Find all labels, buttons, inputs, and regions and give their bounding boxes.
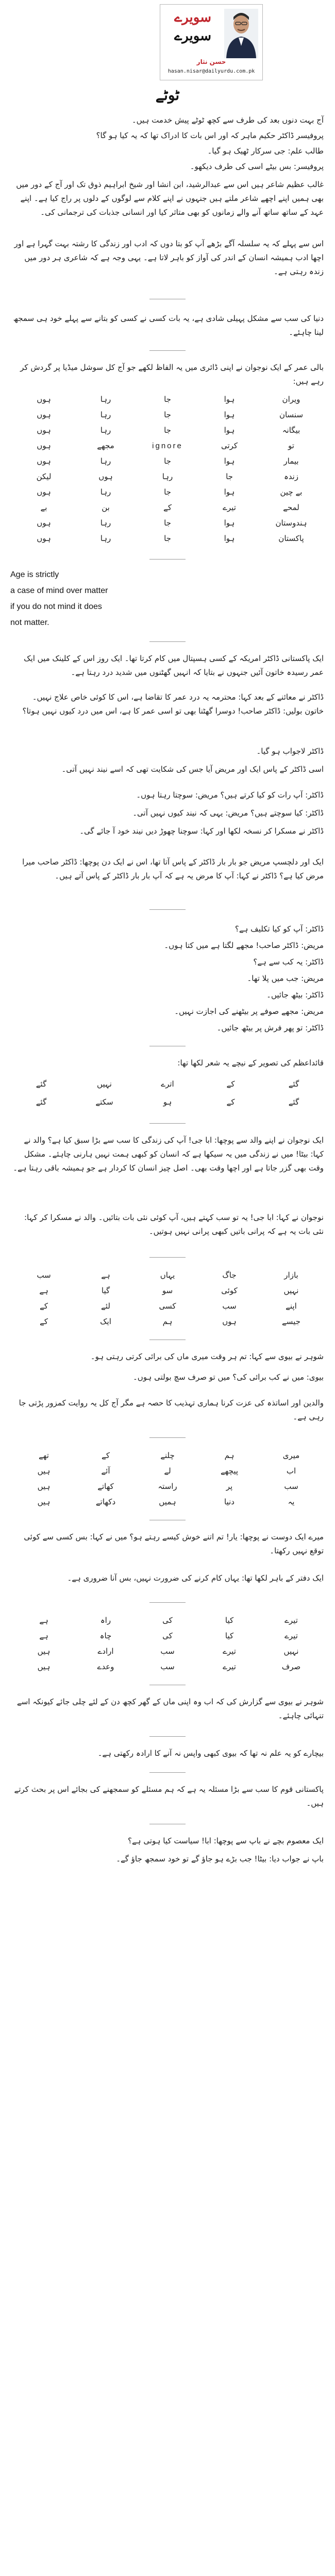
- poem-line: [21, 1659, 314, 1674]
- poem-line: [21, 531, 314, 546]
- poem-word: آئے: [101, 1466, 110, 1476]
- poem-word: کے: [163, 503, 172, 512]
- poem-word: وعدے: [97, 1662, 114, 1671]
- poem-word: رہا: [100, 456, 111, 466]
- poem-word: بے: [40, 503, 47, 512]
- paragraph: والدین اور اساتذہ کی عزت کرنا ہماری تہذیب کا حصہ ہے مگر آج کل یہ روایت کمزور پڑتی جا رہی ہے۔: [19, 1398, 324, 1421]
- poem-line: [21, 422, 314, 438]
- poem-word: ignore: [152, 441, 183, 450]
- poem-line: [21, 1267, 314, 1283]
- poem-word: رہا: [100, 395, 111, 404]
- author-email: hasan.nisar@dailyurdu.com.pk: [167, 69, 255, 74]
- paragraph: ایک نوجوان نے اپنے والد سے پوچھا: ابا جی! آپ کی زندگی کا سب سے بڑا سبق کیا ہے؟ والد نے کہا: بیٹا! میں نے زندگی میں یہ سیکھا ہے کہ انسان کو کبھی ہمت نہیں ہارنی چاہئے۔ مشکل وقت بھی گزر جاتا ہے اور اچھا وقت بھی۔ اصل چیز انسان کا کردار ہے جو ہمیشہ باقی رہتا ہے۔: [13, 1136, 324, 1173]
- poem-word: جا: [164, 487, 171, 497]
- poem-word: صرف: [281, 1662, 301, 1671]
- divider: [149, 1736, 186, 1737]
- poem-word: تیرے: [284, 1631, 298, 1640]
- poem-block: [21, 1448, 314, 1510]
- poem-word: تیرے: [223, 503, 236, 512]
- poem-word: راستہ: [158, 1482, 177, 1491]
- poem-block: [21, 392, 314, 546]
- poem-word: لئے: [101, 1301, 110, 1311]
- poem-line: [21, 392, 314, 407]
- english-quote: [10, 567, 165, 631]
- poem-word: جا: [164, 410, 171, 419]
- poem-word: کے: [102, 1451, 110, 1460]
- paragraph: اسی ڈاکٹر کے پاس ایک اور مریض آیا جس کی شکایت تھی کہ اسے نیند نہیں آتی۔: [61, 765, 324, 774]
- quote-line: a case of mind over matter: [10, 586, 108, 595]
- poem-line: [21, 515, 314, 531]
- poem-word: یہ: [288, 1497, 295, 1506]
- poem-word: کے: [226, 1079, 235, 1089]
- paragraph: ڈاکٹر: آپ رات کو کیا کرتے ہیں؟ مریض: سوچتا رہتا ہوں۔: [136, 790, 324, 800]
- poem-word: چلنے: [160, 1451, 175, 1460]
- poem-line: [21, 1613, 314, 1628]
- paragraph: طالب علم: جی سرکار ٹھیک ہو گیا۔: [207, 146, 324, 156]
- poem-word: اترے: [161, 1079, 174, 1089]
- poem-word: ہوا: [224, 426, 235, 435]
- divider: [149, 1437, 186, 1438]
- poem-word: بازار: [284, 1270, 298, 1280]
- paragraph: پروفیسر: بس بیٹے اسی کی طرف دیکھو۔: [190, 162, 324, 171]
- column-title: ٹوٹے: [155, 87, 180, 104]
- poem-word: کے: [40, 1301, 48, 1311]
- poem-word: جیسے: [282, 1317, 300, 1326]
- poem-word: تیرے: [223, 1647, 236, 1656]
- poem-word: راہ: [100, 1616, 111, 1625]
- paragraph: آج بہت دنوں بعد کی طرف سے کچھ ٹوٹے پیش خدمت ہیں۔: [131, 115, 324, 125]
- poem-word: کے: [226, 1097, 235, 1107]
- divider: [149, 1123, 186, 1124]
- poem-word: کسی: [159, 1301, 176, 1311]
- poem-word: ہوں: [37, 426, 51, 435]
- couplet-line: [21, 1097, 314, 1107]
- poem-word: کے: [40, 1317, 48, 1326]
- divider: [149, 350, 186, 351]
- poem-word: جا: [164, 534, 171, 543]
- paragraph: پروفیسر ڈاکٹر حکیم ماہر کہ اور اس بات کا ادراک تھا کہ یہ کیا ہو گا؟: [96, 131, 324, 140]
- poem-word: رہا: [100, 426, 111, 435]
- poem-word: نہیں: [97, 1079, 112, 1089]
- poem-word: ہیں: [37, 1662, 51, 1671]
- poem-word: رہا: [100, 487, 111, 497]
- poem-word: کیا: [225, 1616, 234, 1625]
- poem-line: [21, 1479, 314, 1494]
- poem-word: کی: [162, 1631, 173, 1640]
- paragraph: بیوی: میں نے کب برائی کی؟ میں تو صرف سچ بولتی ہوں۔: [133, 1372, 324, 1382]
- poem-word: تیرے: [223, 1662, 236, 1671]
- paragraph: اس سے پہلے کہ یہ سلسلہ آگے بڑھے آپ کو بتا دوں کہ ادب اور زندگی کا رشتہ بہت گہرا ہے اور اچھا ادب ہمیشہ انسان کے اندر کی آواز کو باہر لاتا ہے۔ یہی وجہ ہے کہ شاعری ہر دور میں زندہ رہتی ہے۔: [14, 239, 324, 276]
- poem-word: سکتے: [95, 1097, 113, 1107]
- poem-word: بے چین: [280, 487, 303, 497]
- poem-word: ہوا: [224, 410, 235, 419]
- poem-word: چاہ: [99, 1631, 112, 1640]
- poem-word: کوئی: [221, 1286, 238, 1295]
- poem-word: ہیں: [37, 1497, 51, 1506]
- paragraph: شوہر نے بیوی سے کہا: تم ہر وقت میری ماں کی برائی کرتی رہتی ہو۔: [90, 1352, 324, 1361]
- poem-word: گئے: [288, 1097, 299, 1107]
- poem-line: [21, 469, 314, 484]
- poem-word: نہیں: [283, 1647, 299, 1656]
- poem-word: ہیں: [37, 1647, 51, 1656]
- quote-line: not matter.: [10, 618, 49, 627]
- paragraph: باپ نے جواب دیا: بیٹا! جب بڑے ہو جاؤ گے تو خود سمجھ جاؤ گے۔: [116, 1854, 324, 1863]
- poem-word: جاگ: [222, 1270, 237, 1280]
- paragraph: شوہر نے بیوی سے گزارش کی کہ اب وہ اپنی ماں کے گھر کچھ دن کے لئے چلی جائے کیونکہ اسے تنہائی چاہئے۔: [16, 1697, 324, 1720]
- poem-word: ہندوستان: [275, 518, 307, 528]
- poem-line: [21, 407, 314, 422]
- poem-word: اب: [286, 1466, 296, 1476]
- poem-word: ہوں: [37, 395, 51, 404]
- poem-word: سب: [160, 1647, 175, 1656]
- poem-word: بیمار: [283, 456, 299, 466]
- divider: [149, 909, 186, 910]
- poem-word: سب: [284, 1482, 298, 1491]
- paragraph: ایک معصوم بچے نے باپ سے پوچھا: ابا! سیاست کیا ہوتی ہے؟: [128, 1836, 324, 1845]
- poem-word: ہوں: [37, 487, 51, 497]
- poem-word: ہوا: [224, 395, 235, 404]
- poem-line: [21, 484, 314, 500]
- poem-word: ہوں: [222, 1317, 237, 1326]
- divider: [149, 559, 186, 560]
- poem-word: بن: [102, 503, 110, 512]
- poem-word: لمحے: [283, 503, 299, 512]
- poem-word: ہوں: [37, 441, 51, 450]
- poem-word: ہوا: [224, 534, 235, 543]
- divider: [149, 1257, 186, 1258]
- column-logo: [164, 9, 221, 56]
- author-name: حسن نثار: [196, 58, 226, 65]
- poem-word: یہاں: [160, 1270, 175, 1280]
- paragraph: ایک پاکستانی ڈاکٹر امریکہ کے کسی ہسپتال میں کام کرتا تھا۔ ایک روز اس کے کلینک میں ایک عمر رسیدہ خاتون آئیں جنہوں نے بتایا کہ انہیں گھٹنوں میں شدید درد رہتا ہے۔: [24, 654, 324, 677]
- poem-word: سو: [162, 1286, 173, 1295]
- poem-word: مجھے: [97, 441, 114, 450]
- poem-word: گیا: [101, 1286, 110, 1295]
- poem-word: بیگانہ: [282, 426, 300, 435]
- dialogue-line: مریض: ڈاکٹر صاحب! مجھے لگتا ہے میں کتا ہوں۔: [164, 941, 324, 950]
- dialogue-line: ڈاکٹر: تو پھر فرش پر بیٹھ جائیں۔: [216, 1023, 324, 1032]
- divider: [149, 641, 186, 642]
- poem-line: [21, 1643, 314, 1659]
- poem-word: ہم: [224, 1451, 234, 1460]
- poem-word: ہوا: [224, 456, 235, 466]
- dialogue-line: ڈاکٹر: آپ کو کیا تکلیف ہے؟: [234, 924, 324, 934]
- poem-word: ہوں: [37, 456, 51, 466]
- poem-word: ہے: [39, 1286, 48, 1295]
- poem-word: دنیا: [224, 1497, 234, 1506]
- poem-word: ہے: [39, 1616, 48, 1625]
- poem-word: رہا: [100, 534, 111, 543]
- poem-word: لیکن: [36, 472, 52, 481]
- poem-word: ہوں: [98, 472, 113, 481]
- dialogue-line: ڈاکٹر: بیٹھ جائیں۔: [266, 990, 324, 999]
- paragraph: میرے ایک دوست نے پوچھا: یار! تم اتنے خوش کیسے رہتے ہو؟ میں نے کہا: بس کسی سے کوئی توقع نہیں رکھتا۔: [24, 1532, 324, 1555]
- paragraph: بیچارے کو یہ علم نہ تھا کہ بیوی کبھی واپس نہ آنے کا ارادہ رکھتی ہے۔: [97, 1749, 324, 1758]
- poem-line: [21, 1298, 314, 1314]
- poem-word: ہیں: [37, 1482, 51, 1491]
- logo-line-2: سویرے: [174, 28, 212, 44]
- poem-word: ہمیں: [159, 1497, 176, 1506]
- poem-word: نہیں: [283, 1286, 299, 1295]
- poem-line: [21, 1314, 314, 1329]
- poem-word: ایک: [100, 1317, 111, 1326]
- poem-word: ہوں: [37, 518, 51, 528]
- poem-word: تو: [288, 441, 294, 450]
- poem-word: سنسان: [279, 410, 304, 419]
- poem-word: ہم: [162, 1317, 173, 1326]
- poem-word: دکھاتے: [95, 1497, 116, 1506]
- poem-word: سب: [160, 1662, 175, 1671]
- poem-word: اپنے: [286, 1301, 297, 1311]
- poem-word: جا: [164, 426, 171, 435]
- paragraph: نوجوان نے کہا: ابا جی! یہ تو سب کہتے ہیں، آپ کوئی نئی بات بتائیں۔ والد نے مسکرا کر کہا: نئی بات یہ ہے کہ پرانی باتیں کبھی پرانی نہیں ہوتیں۔: [24, 1213, 324, 1236]
- paragraph: بالی عمر کے ایک نوجوان نے اپنی ڈائری میں یہ الفاظ لکھے جو آج کل سوشل میڈیا پر گردش کر رہے ہیں:: [20, 363, 324, 386]
- paragraph: ایک اور دلچسپ مریض جو بار بار ڈاکٹر کے پاس آتا تھا، اس نے ایک دن پوچھا: ڈاکٹر صاحب میرا مرض کیا ہے؟ ڈاکٹر نے کہا: آپ کا مرض یہ ہے کہ آپ بار بار ڈاکٹر کے پاس آتے ہیں۔: [22, 857, 324, 880]
- paragraph: ڈاکٹر لاجواب ہو گیا۔: [256, 747, 324, 756]
- poem-line: [21, 438, 314, 453]
- poem-word: ہوا: [224, 487, 235, 497]
- poem-word: گئے: [36, 1097, 47, 1107]
- poem-word: ہو: [163, 1097, 172, 1107]
- paragraph: قائداعظم کی تصویر کے نیچے یہ شعر لکھا تھا:: [177, 1058, 324, 1067]
- poem-word: پیچھے: [220, 1466, 239, 1476]
- poem-word: پاکستان: [278, 534, 304, 543]
- poem-line: [21, 500, 314, 515]
- poem-word: ہوں: [37, 534, 51, 543]
- author-photo: [224, 9, 258, 58]
- poem-line: [21, 1628, 314, 1643]
- quote-line: Age is strictly: [10, 570, 59, 579]
- paragraph: دنیا کی سب سے مشکل پہیلی شادی ہے، یہ بات کسی نے کسی کو بتانے سے پہلے خود ہی سمجھ لینا چاہئے۔: [13, 314, 324, 337]
- poem-word: جا: [164, 395, 171, 404]
- poem-word: سب: [37, 1270, 51, 1280]
- logo-line-1: سویرے: [174, 10, 212, 25]
- paragraph: ڈاکٹر: کیا سوچتے ہیں؟ مریض: یہی کہ نیند کیوں نہیں آتی۔: [132, 808, 324, 818]
- paragraph: ایک دفتر کے باہر لکھا تھا: یہاں کام کرنے کی ضرورت نہیں، بس آنا ضروری ہے۔: [67, 1573, 324, 1583]
- poem-word: کھاتے: [97, 1482, 114, 1491]
- poem-line: [21, 1283, 314, 1298]
- poem-word: جا: [164, 518, 171, 528]
- poem-block: [21, 1267, 314, 1329]
- poem-word: گئے: [36, 1079, 47, 1089]
- poem-word: سب: [222, 1301, 237, 1311]
- poem-word: ہے: [101, 1270, 110, 1280]
- poem-line: [21, 1463, 314, 1479]
- paragraph: غالب عظیم شاعر ہیں اس سے عبدالرشید، ابن انشا اور شیخ ابراہیم ذوق تک اور آج کے دور میں بھی ہمیں اپنے اچھے شاعر ملتے ہیں جنہوں نے اپنے کلام سے لوگوں کے دلوں پر راج کیا ہے۔ اپنے عہد کے ساتھ ساتھ آنے والے زمانوں کو بھی متاثر کیا اور انسانی جذبات کی ترجمانی کی۔: [16, 180, 324, 217]
- poem-line: [21, 1494, 314, 1510]
- divider: [149, 1772, 186, 1773]
- poem-block: [21, 1613, 314, 1674]
- poem-word: گئے: [288, 1079, 299, 1089]
- poem-word: رہا: [100, 410, 111, 419]
- poem-word: کی: [162, 1616, 173, 1625]
- poem-word: ہیں: [37, 1466, 51, 1476]
- poem-word: میری: [282, 1451, 300, 1460]
- dialogue-line: مریض: مجھے صوفے پر بیٹھنے کی اجازت نہیں۔: [174, 1007, 324, 1016]
- poem-word: لے: [164, 1466, 171, 1476]
- poem-word: کرتی: [221, 441, 238, 450]
- poem-word: کیا: [225, 1631, 234, 1640]
- poem-word: جا: [226, 472, 233, 481]
- paragraph: پاکستانی قوم کا سب سے بڑا مسئلہ یہ ہے کہ ہم مسئلے کو سمجھنے کی بجائے اس پر بحث کرتے ہیں۔: [14, 1785, 324, 1808]
- poem-line: [21, 453, 314, 469]
- poem-word: پر: [226, 1482, 233, 1491]
- poem-word: رہا: [100, 518, 111, 528]
- poem-word: رہا: [162, 472, 173, 481]
- poem-word: ہوں: [37, 410, 51, 419]
- column-masthead: [160, 4, 263, 80]
- poem-word: ہوا: [224, 518, 235, 528]
- dialogue-line: مریض: جب میں پلا تھا۔: [247, 974, 324, 983]
- poem-word: زندہ: [283, 472, 299, 481]
- poem-word: ارادے: [97, 1647, 114, 1656]
- dialogue-line: ڈاکٹر: یہ کب سے ہے؟: [253, 957, 324, 967]
- paragraph: ڈاکٹر نے مسکرا کر نسخہ لکھا اور کہا: سوچنا چھوڑ دیں نیند خود آ جائے گی۔: [79, 826, 324, 836]
- poem-word: تھے: [39, 1451, 49, 1460]
- poem-word: ویران: [282, 395, 300, 404]
- quote-line: if you do not mind it does: [10, 602, 102, 611]
- poem-word: ہے: [39, 1631, 48, 1640]
- poem-word: تیرے: [284, 1616, 298, 1625]
- poem-word: جا: [164, 456, 171, 466]
- divider: [149, 1602, 186, 1603]
- couplet-line: [21, 1079, 314, 1089]
- poem-line: [21, 1448, 314, 1463]
- paragraph: ڈاکٹر نے معائنے کے بعد کہا: محترمہ یہ درد عمر کا تقاضا ہے، اس کا کوئی خاص علاج نہیں۔ خاتون بولیں: ڈاکٹر صاحب! دوسرا گھٹنا بھی تو اسی عمر کا ہے، اس میں درد کیوں نہیں ہوتا؟: [22, 692, 324, 716]
